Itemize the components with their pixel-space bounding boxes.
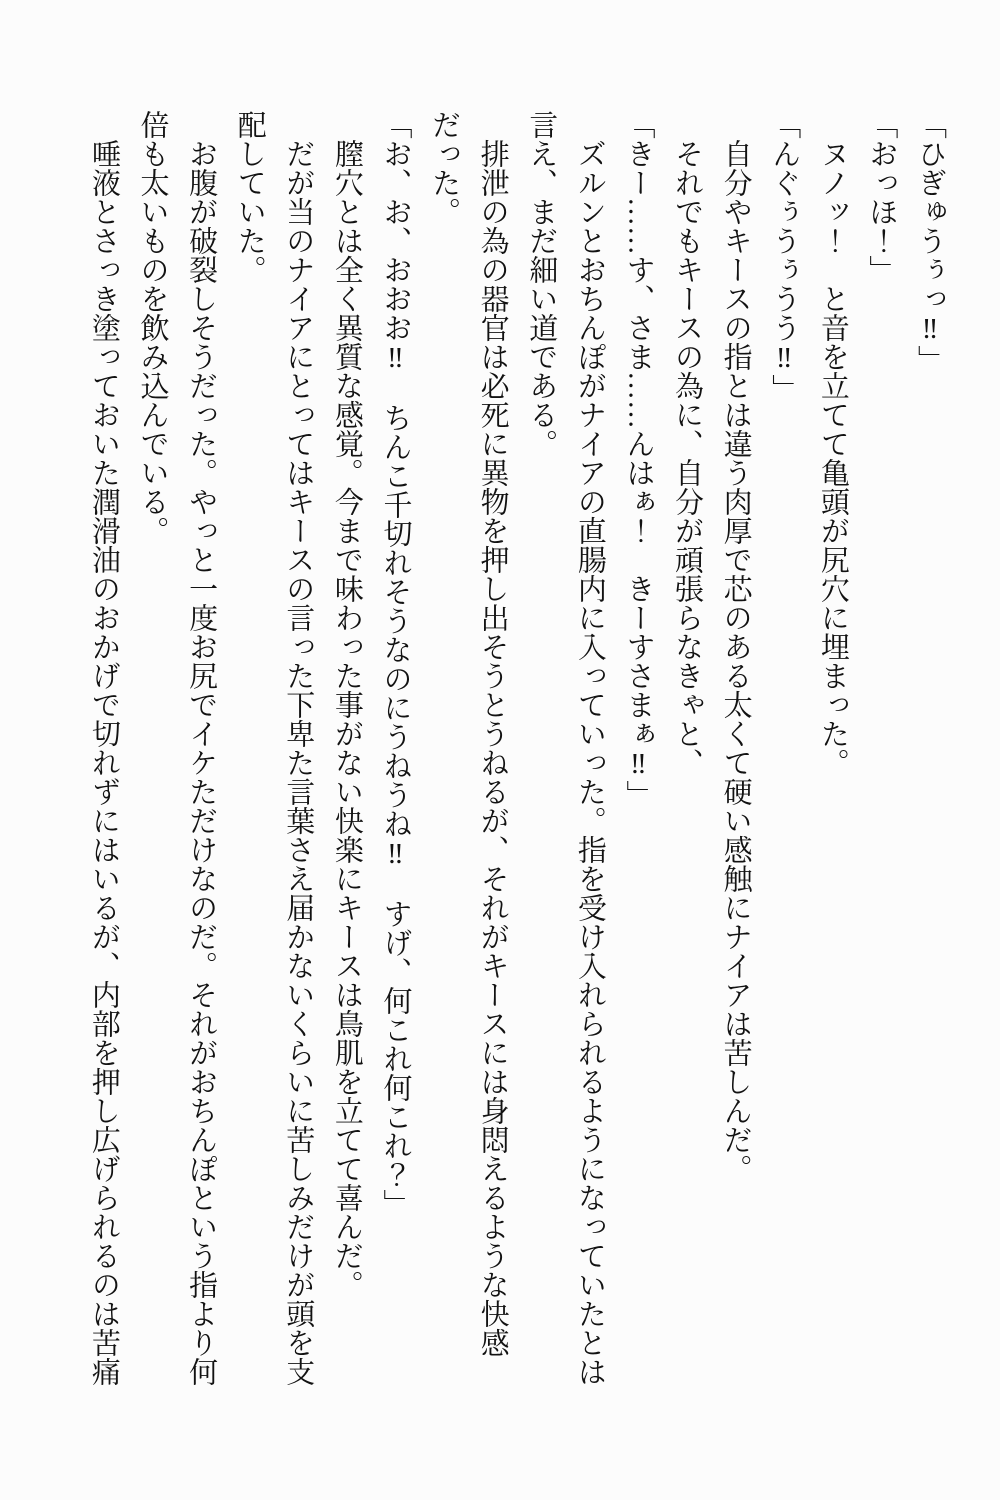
paragraph: お腹が破裂しそうだった。やっと一度お尻でイケただけなのだ。それがおちんぽという指より何倍も太いものを飲み込んでいる。 [136, 110, 218, 1386]
paragraph: 「お、お、おおお‼ ちんこ千切れそうなのにうねうね‼ すげ、何これ何これ？」 [379, 110, 412, 1218]
paragraph: 「ひぎゅうぅっ‼」 [914, 110, 946, 374]
paragraph: だが当のナイアにとってはキースの言った下卑た言葉さえ届かないくらいに苦しみだけが頭を支配していた。 [233, 110, 315, 1386]
page-text [64, 110, 954, 1388]
paragraph: 唾液とさっき塗っておいた潤滑油のおかげで切れずにはいるが、内部を押し広げられるのは苦痛 [87, 110, 120, 1386]
paragraph: 「おっほ！」 [865, 110, 898, 284]
paragraph: 排泄の為の器官は必死に異物を押し出そうとうねるが、それがキースには身悶えるような快感だった。 [428, 110, 509, 1357]
paragraph: ズルンとおちんぽがナイアの直腸内に入っていった。指を受け入れられるようになっていたとは言え、まだ細い道である。 [525, 110, 606, 1386]
paragraph: 「きー……す、さま……んはぁ！ きーすさまぁ‼」 [622, 110, 655, 809]
paragraph: 膣穴とは全く異質な感覚。今まで味わった事がない快楽にキースは鳥肌を立てて喜んだ。 [330, 110, 363, 1299]
paragraph: ヌノッ！ と音を立てて亀頭が尻穴に埋まった。 [816, 110, 849, 777]
paragraph: 「んぐぅうぅうう‼」 [768, 110, 801, 403]
paragraph: それでもキースの為に、自分が頑張らなきゃと、 [671, 110, 704, 777]
paragraph: 自分やキースの指とは違う肉厚で芯のある太くて硬い感触にナイアは苦しんだ。 [719, 110, 752, 1183]
